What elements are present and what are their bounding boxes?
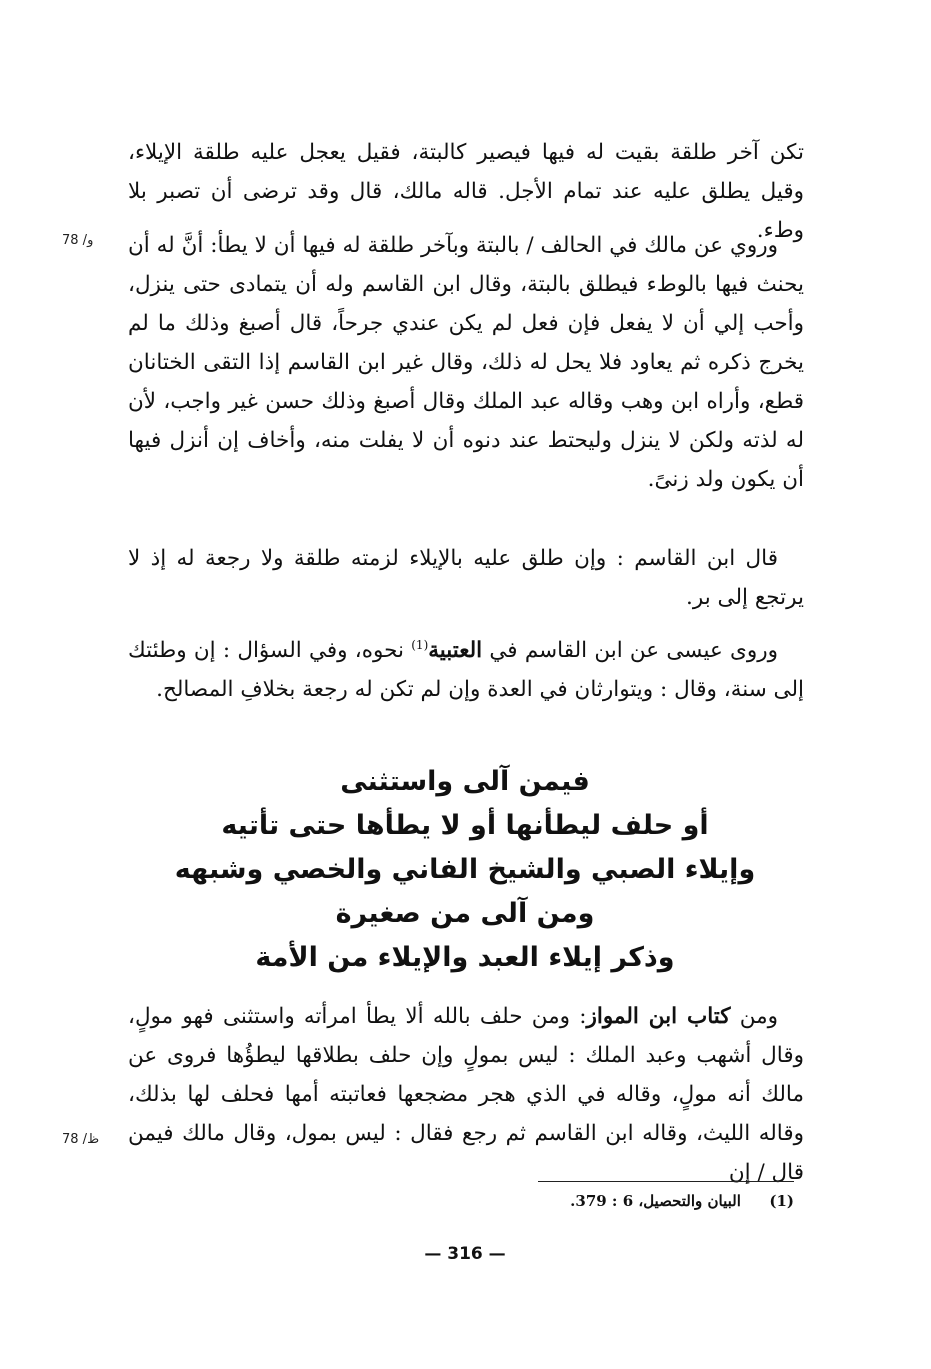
text-run: ومن <box>730 1004 778 1029</box>
paragraph-isa-narration <box>128 631 804 709</box>
footnote <box>470 1192 794 1210</box>
text-run: نحوه، وفي السؤال : إن وطئتك إلى سنة، وقال : ويتوارثان في العدة وإن لم تكن له رجعة بخلافِ المصالح. <box>128 638 804 702</box>
text-run: وروى عيسى عن ابن القاسم في <box>482 638 778 663</box>
book-title: العتبية <box>428 638 483 663</box>
section-heading <box>150 760 780 980</box>
footnote-ref[interactable]: (1) <box>411 637 429 652</box>
page-number: — 316 — <box>424 1244 506 1264</box>
paragraph-ibn-mawwaz <box>128 997 804 1192</box>
text-run: : ومن حلف بالله ألا يطأ امرأته واستثنى فهو مولٍ، وقال أشهب وعبد الملك : ليس بمولٍ وإن حلف بطلاقها ليطؤُها فروى عن مالك أنه مولٍ، وقاله في الذي هجر مضجعها فعاتبته أمها فحلف لها بذلك، وقاله الليث، وقاله ابن القاسم ثم رجع فقال : ليس بمول، وقال مالك فيمن قال / إن <box>128 1004 804 1185</box>
paragraph-text: تكن آخر طلقة بقيت له فيها فيصير كالبتة، فقيل يعجل عليه طلقة الإيلاء، وقيل يطلق عليه عند تمام الأجل. قاله مالك، قال وقد ترضى أن تصبر بلا وطء. <box>128 140 804 243</box>
heading-line: فيمن آلى واستثنى <box>340 766 590 797</box>
paragraph-ibn-qasim <box>128 539 804 617</box>
book-title: كتاب ابن المواز <box>586 1004 731 1029</box>
footnote-source: البيان والتحصيل، 6 : 379. <box>570 1192 741 1210</box>
paragraph-text <box>128 997 804 1192</box>
heading-line: أو حلف ليطأنها أو لا يطأها حتى تأتيه <box>221 810 709 841</box>
heading-line: ومن آلى من صغيرة <box>335 898 595 929</box>
heading-line: وإيلاء الصبي والشيخ الفاني والخصي وشبهه <box>174 854 756 885</box>
margin-folio-note: 78 /ظ <box>62 1132 100 1147</box>
footnote-marker: (1) <box>769 1192 794 1210</box>
paragraph-text <box>128 631 804 709</box>
footnote-divider <box>538 1181 794 1182</box>
heading-line: وذكر إيلاء العبد والإيلاء من الأمة <box>255 942 675 973</box>
paragraph-text: قال ابن القاسم : وإن طلق عليه بالإيلاء لزمته طلقة ولا رجعة له إذ لا يرتجع إلى بر. <box>128 546 804 610</box>
paragraph-malik-narration <box>128 226 804 499</box>
margin-folio-note: 78 /و <box>62 233 94 248</box>
paragraph-text: وروي عن مالك في الحالف / بالبتة وبآخر طلقة له فيها أن لا يطأ: أنَّ له أن يحنث فيها بالوطء فيطلق بالبتة، وقال ابن القاسم وله أن يتمادى حتى ينزل، وأحب إلي أن لا يفعل فإن فعل لم يكن عندي جرحاً، قال أصبغ وذلك ما لم يخرج ذكره ثم يعاود فلا يحل له ذلك، وقال غير ابن القاسم إذا التقى الختانان قطع، وأراه ابن وهب وقاله عبد الملك وقال أصبغ وذلك حسن غير واجب، لأن له لذته ولكن لا ينزل وليحتط عند دنوه أن لا يفلت منه، وأخاف إن أنزل فيها أن يكون ولد زنىً. <box>128 233 804 492</box>
